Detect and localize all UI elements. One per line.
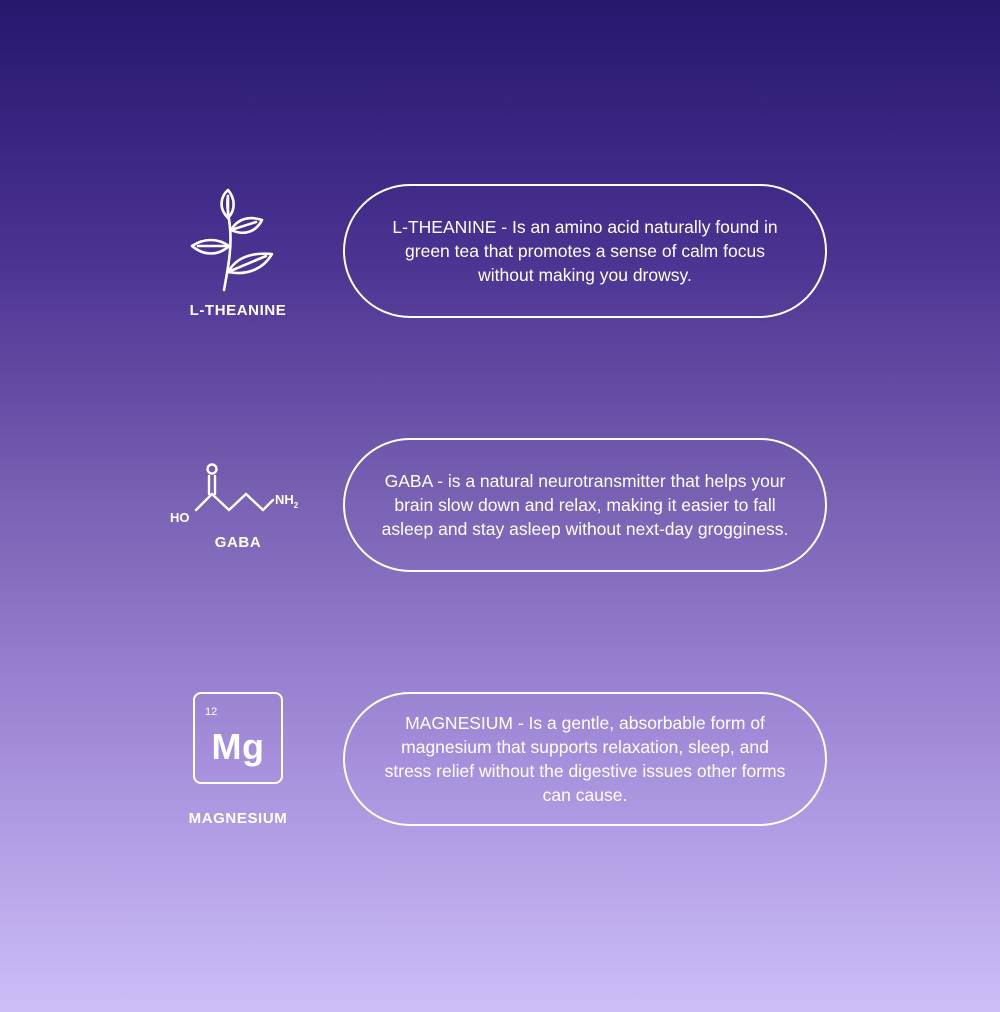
molecule-subscript: 2 bbox=[293, 501, 299, 510]
gaba-molecule-icon bbox=[160, 460, 316, 528]
description-pill bbox=[343, 438, 827, 572]
description-pill bbox=[343, 692, 827, 826]
ingredient-label: L-THEANINE bbox=[189, 302, 287, 319]
ingredient-icon-block bbox=[160, 692, 316, 827]
leaf-sprig-icon bbox=[188, 188, 288, 292]
ingredient-icon-block bbox=[160, 460, 316, 551]
atomic-number: 12 bbox=[205, 706, 218, 718]
ingredient-description: L-THEANINE - Is an amino acid naturally found in green tea that promotes a sense of calm focus without making you drowsy. bbox=[392, 217, 778, 285]
ingredient-icon-block bbox=[160, 188, 316, 319]
description-pill bbox=[343, 184, 827, 318]
molecule-nh-text: NH bbox=[275, 492, 294, 507]
element-symbol: Mg bbox=[211, 726, 265, 767]
ingredient-description: GABA - is a natural neurotransmitter that helps your brain slow down and relax, making it easier to fall asleep and stay asleep without next-day grogginess. bbox=[381, 471, 789, 539]
molecule-ho-label: HO bbox=[170, 510, 190, 525]
periodic-element-icon bbox=[193, 692, 283, 784]
ingredient-label: MAGNESIUM bbox=[188, 810, 288, 827]
molecule-nh2-label bbox=[275, 492, 299, 510]
ingredient-description: MAGNESIUM - Is a gentle, absorbable form of magnesium that supports relaxation, sleep, and stress relief without the digestive issues other forms can cause. bbox=[384, 713, 786, 805]
ingredient-label: GABA bbox=[214, 534, 262, 551]
